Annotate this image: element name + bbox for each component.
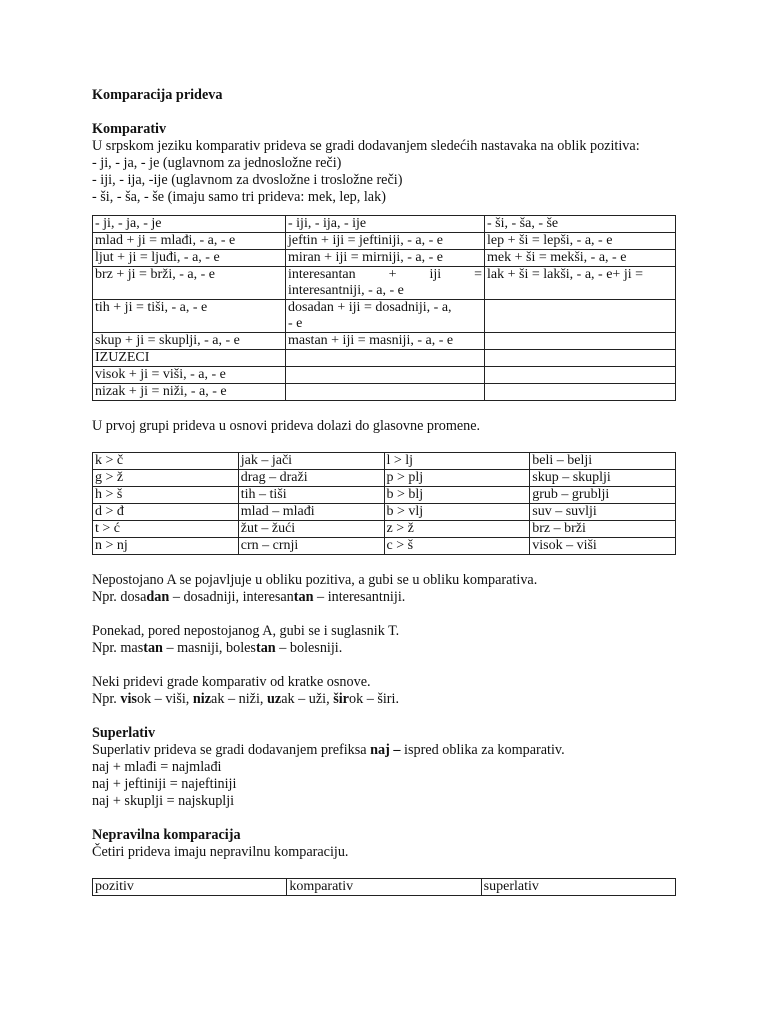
table-cell: skup + ji = skuplji, - a, - e [93,333,286,350]
table-cell [485,300,676,333]
table-cell: d > đ [93,504,239,521]
table-cell: žut – žući [238,521,384,538]
bold-run: uz [267,691,282,707]
table-header-cell: komparativ [287,879,481,896]
table-header-cell: superlativ [481,879,675,896]
table-cell: crn – crnji [238,538,384,555]
text-run: – bolesniji. [275,640,343,656]
table-cell: visok – viši [530,538,676,555]
table-cell: p > plj [384,470,530,487]
table-cell: visok + ji = viši, - a, - e [93,367,286,384]
text-run: ispred oblika za komparativ. [400,742,565,758]
table-row [93,216,676,233]
table-cell: h > š [93,487,239,504]
superlativ-example: naj + skuplji = najskuplji [92,793,235,809]
text-run: ak – niži, [211,691,267,707]
table-cell: grub – grublji [530,487,676,504]
table-row [93,504,676,521]
table-cell: l > lj [384,453,530,470]
table-cell: t > ć [93,521,239,538]
table-cell: n > nj [93,538,239,555]
table-cell: nizak + ji = niži, - a, - e [93,384,286,401]
text-run: ok – viši, [136,691,193,707]
table-cell: jak – jači [238,453,384,470]
bold-run: naj – [370,742,401,758]
irregular-comparison-table [92,878,676,896]
table-row [93,453,676,470]
cell-line: interesantan + iji = [288,267,482,282]
table-row [93,333,676,350]
table-cell [286,267,485,300]
table-cell: c > š [384,538,530,555]
table-cell: b > vlj [384,504,530,521]
table-cell: skup – skuplji [530,470,676,487]
text-run: ak – uži, [281,691,334,707]
bold-run: tan [143,640,163,656]
table-cell [286,300,485,333]
document-title: Komparacija prideva [92,87,223,103]
superlativ-line [92,742,676,759]
bullet-ji: - ji, - ja, - je (uglavnom za jednosložne reči) [92,155,342,171]
bold-run: tan [255,640,276,656]
section-heading-komparativ: Komparativ [92,121,167,137]
ponekad-example [92,640,676,657]
table-row [93,384,676,401]
bold-run: niz [192,691,212,707]
table-cell: drag – draži [238,470,384,487]
table-cell [485,367,676,384]
table-cell [286,384,485,401]
table-row [93,487,676,504]
table-cell: ljut + ji = ljuđi, - a, - e [93,250,286,267]
table-cell: suv – suvlji [530,504,676,521]
glasovna-promena-paragraph: U prvoj grupi prideva u osnovi prideva dolazi do glasovne promene. [92,418,481,434]
bullet-iji: - iji, - ija, -ije (uglavnom za dvosložne i trosložne reči) [92,172,403,188]
text-run: ok – širi. [348,691,400,707]
cell-line: - e [288,316,303,331]
bold-run: šir [333,691,349,707]
table-row [93,300,676,333]
table-cell: brz + ji = brži, - a, - e [93,267,286,300]
table-cell [485,384,676,401]
text-run: Npr. mas [92,640,144,656]
table-cell: mlad + ji = mlađi, - a, - e [93,233,286,250]
text-run: – interesantniji. [313,589,406,605]
bold-run: tan [293,589,314,605]
table-row [93,250,676,267]
document-page [92,87,676,896]
table-cell: mek + ši = mekši, - a, - e [485,250,676,267]
table-row [93,879,676,896]
kratke-osnove-line: Neki pridevi grade komparativ od kratke osnove. [92,674,371,690]
table-cell: mlad – mlađi [238,504,384,521]
table-cell: b > blj [384,487,530,504]
table-row [93,350,676,367]
table-cell: tih + ji = tiši, - a, - e [93,300,286,333]
table-cell: miran + iji = mirniji, - a, - e [286,250,485,267]
table-cell: lak + ši = lakši, - a, - e+ ji = [485,267,676,300]
table-cell: - ši, - ša, - še [485,216,676,233]
ponekad-line: Ponekad, pored nepostojanog A, gubi se i suglasnik T. [92,623,400,639]
table-cell: z > ž [384,521,530,538]
table-row [93,367,676,384]
suffix-table [92,215,676,401]
section-heading-superlativ: Superlativ [92,725,156,741]
text-run: Npr. [92,691,121,707]
table-cell: jeftin + iji = jeftiniji, - a, - e [286,233,485,250]
section-heading-nepravilna: Nepravilna komparacija [92,827,241,843]
sound-change-table [92,452,676,555]
text-run: – masniji, boles [162,640,256,656]
text-run: Npr. dosa [92,589,147,605]
nepravilna-line: Četiri prideva imaju nepravilnu komparaciju. [92,844,349,860]
table-cell [485,350,676,367]
table-cell: k > č [93,453,239,470]
bold-run: dan [146,589,170,605]
table-row [93,267,676,300]
bold-run: vis [120,691,137,707]
table-cell: beli – belji [530,453,676,470]
table-cell [485,333,676,350]
text-run: Superlativ prideva se gradi dodavanjem prefiksa [92,742,371,758]
nepostojano-line: Nepostojano A se pojavljuje u obliku pozitiva, a gubi se u obliku komparativa. [92,572,538,588]
table-row [93,521,676,538]
superlativ-example: naj + jeftiniji = najeftiniji [92,776,237,792]
text-run: – dosadniji, interesan [169,589,294,605]
table-cell: - ji, - ja, - je [93,216,286,233]
cell-line: interesantniji, - a, - e [288,283,404,298]
table-cell: mastan + iji = masniji, - a, - e [286,333,485,350]
table-row [93,233,676,250]
kratke-osnove-example [92,691,676,708]
cell-line: dosadan + iji = dosadniji, - a, [288,300,452,315]
table-cell: lep + ši = lepši, - a, - e [485,233,676,250]
table-row [93,470,676,487]
komparativ-intro: U srpskom jeziku komparativ prideva se gradi dodavanjem sledećih nastavaka na oblik pozitiva: [92,138,640,154]
superlativ-example: naj + mlađi = najmlađi [92,759,222,775]
nepostojano-example [92,589,676,606]
table-cell: tih – tiši [238,487,384,504]
table-row [93,538,676,555]
table-cell: g > ž [93,470,239,487]
table-cell: - iji, - ija, - ije [286,216,485,233]
bullet-si: - ši, - ša, - še (imaju samo tri prideva: mek, lep, lak) [92,189,386,205]
table-cell: IZUZECI [93,350,286,367]
table-header-cell: pozitiv [93,879,287,896]
table-cell [286,350,485,367]
table-cell: brz – brži [530,521,676,538]
table-cell [286,367,485,384]
